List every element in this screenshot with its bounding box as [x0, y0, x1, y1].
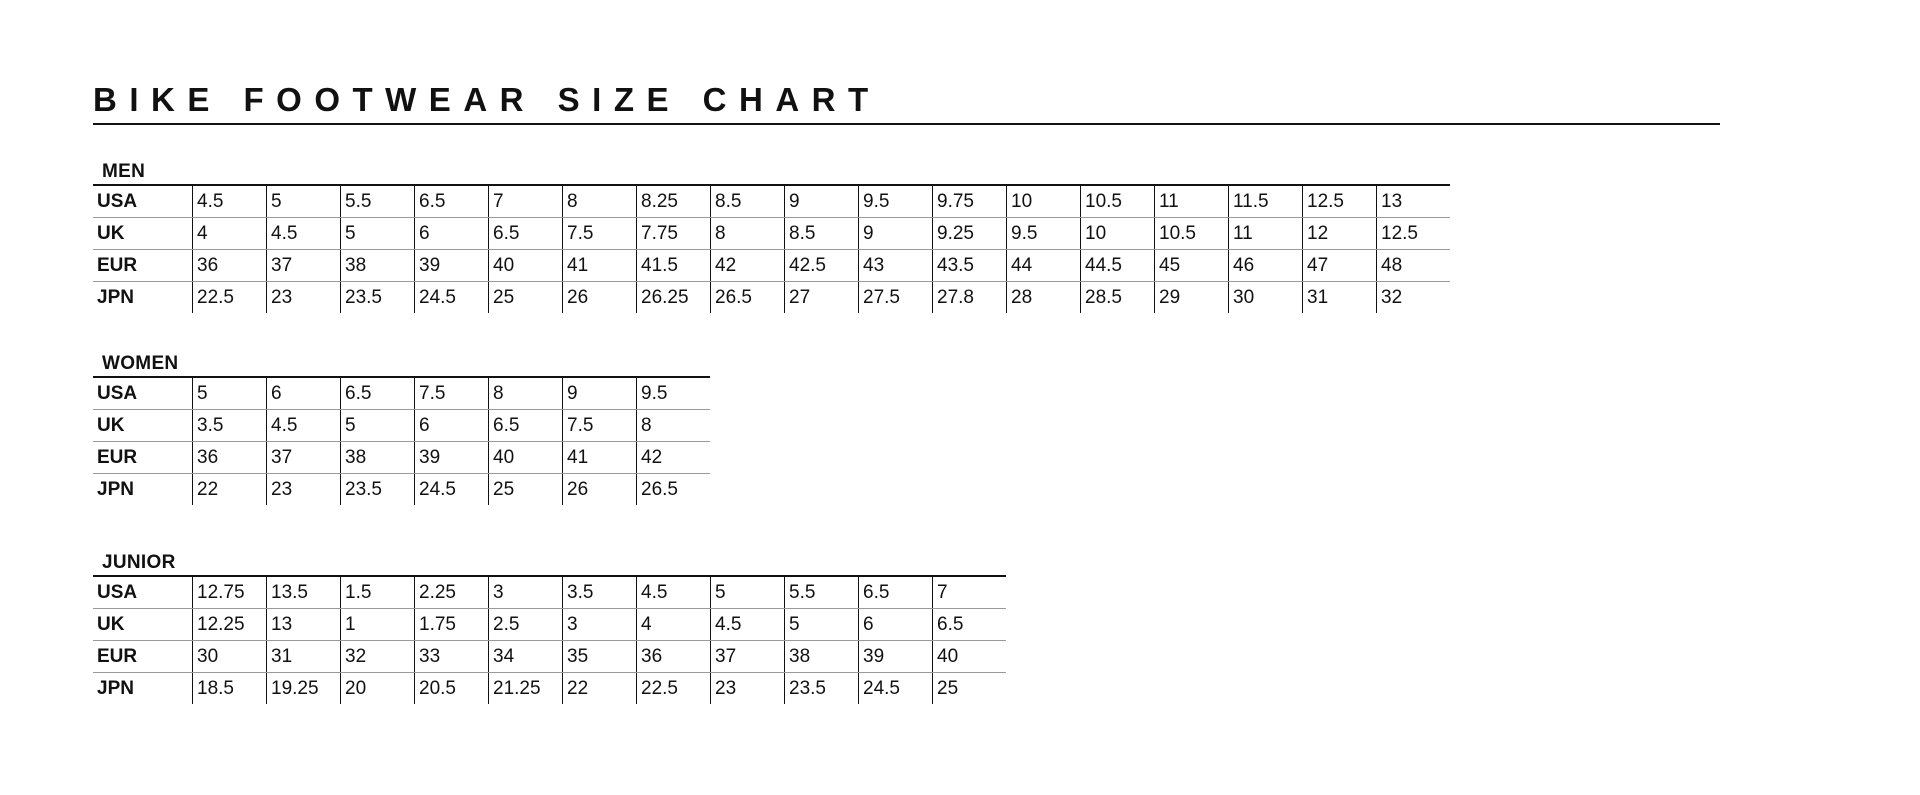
size-cell: 7	[933, 576, 1007, 609]
size-cell: 24.5	[415, 474, 489, 506]
size-cell: 11	[1155, 185, 1229, 218]
size-cell: 4.5	[637, 576, 711, 609]
size-cell: 39	[415, 250, 489, 282]
size-cell: 11.5	[1229, 185, 1303, 218]
size-cell: 44.5	[1081, 250, 1155, 282]
size-cell: 28	[1007, 282, 1081, 314]
size-cell: 6.5	[489, 218, 563, 250]
junior-size-table	[93, 575, 1006, 704]
size-cell: 4.5	[193, 185, 267, 218]
size-cell: 8.5	[711, 185, 785, 218]
row-label-usa: USA	[93, 185, 193, 218]
size-cell: 6	[267, 377, 341, 410]
table-row	[93, 576, 1006, 609]
size-cell: 22.5	[637, 673, 711, 705]
table-row	[93, 410, 710, 442]
size-cell: 26.5	[711, 282, 785, 314]
size-cell: 6.5	[415, 185, 489, 218]
row-label-uk: UK	[93, 410, 193, 442]
row-label-usa: USA	[93, 377, 193, 410]
size-cell: 27.8	[933, 282, 1007, 314]
size-cell: 9	[859, 218, 933, 250]
size-cell: 30	[1229, 282, 1303, 314]
size-cell: 37	[267, 250, 341, 282]
size-cell: 24.5	[859, 673, 933, 705]
size-cell: 5.5	[785, 576, 859, 609]
table-row	[93, 250, 1450, 282]
size-cell: 19.25	[267, 673, 341, 705]
size-cell: 26.5	[637, 474, 711, 506]
size-cell: 9.75	[933, 185, 1007, 218]
size-cell: 4.5	[267, 410, 341, 442]
size-cell: 9.5	[637, 377, 711, 410]
size-cell: 20	[341, 673, 415, 705]
size-cell: 36	[193, 250, 267, 282]
women-size-section	[93, 352, 710, 505]
size-cell: 25	[489, 282, 563, 314]
size-cell: 8.25	[637, 185, 711, 218]
size-cell: 35	[563, 641, 637, 673]
table-row	[93, 641, 1006, 673]
size-cell: 10	[1081, 218, 1155, 250]
size-cell: 40	[933, 641, 1007, 673]
junior-size-section	[93, 551, 1006, 704]
size-cell: 26	[563, 282, 637, 314]
size-cell: 6	[415, 218, 489, 250]
size-cell: 25	[933, 673, 1007, 705]
size-cell: 34	[489, 641, 563, 673]
size-cell: 5	[711, 576, 785, 609]
size-cell: 12.75	[193, 576, 267, 609]
size-cell: 12.5	[1377, 218, 1451, 250]
size-cell: 10.5	[1155, 218, 1229, 250]
size-cell: 4	[637, 609, 711, 641]
table-row	[93, 442, 710, 474]
table-row	[93, 282, 1450, 314]
size-cell: 20.5	[415, 673, 489, 705]
size-cell: 3	[489, 576, 563, 609]
size-cell: 7.75	[637, 218, 711, 250]
size-cell: 23	[711, 673, 785, 705]
size-cell: 7.5	[563, 410, 637, 442]
size-cell: 47	[1303, 250, 1377, 282]
row-label-eur: EUR	[93, 641, 193, 673]
size-cell: 36	[637, 641, 711, 673]
size-cell: 45	[1155, 250, 1229, 282]
size-cell: 23	[267, 282, 341, 314]
size-cell: 5	[341, 218, 415, 250]
size-cell: 24.5	[415, 282, 489, 314]
size-cell: 9	[785, 185, 859, 218]
table-row	[93, 474, 710, 506]
size-cell: 9.25	[933, 218, 1007, 250]
size-cell: 23	[267, 474, 341, 506]
size-cell: 32	[341, 641, 415, 673]
size-cell: 26.25	[637, 282, 711, 314]
size-cell: 33	[415, 641, 489, 673]
size-cell: 5.5	[341, 185, 415, 218]
size-cell: 23.5	[785, 673, 859, 705]
size-cell: 37	[711, 641, 785, 673]
size-cell: 38	[341, 442, 415, 474]
size-cell: 31	[267, 641, 341, 673]
size-cell: 37	[267, 442, 341, 474]
size-cell: 5	[341, 410, 415, 442]
size-cell: 26	[563, 474, 637, 506]
size-cell: 13	[267, 609, 341, 641]
row-label-jpn: JPN	[97, 286, 134, 308]
size-cell: 22.5	[193, 282, 267, 314]
size-cell: 3.5	[193, 410, 267, 442]
size-cell: 7	[489, 185, 563, 218]
size-cell: 1.75	[415, 609, 489, 641]
women-size-table	[93, 376, 710, 505]
size-cell: 7.5	[415, 377, 489, 410]
size-cell: 9.5	[859, 185, 933, 218]
row-label-usa: USA	[93, 576, 193, 609]
size-cell: 6.5	[859, 576, 933, 609]
row-label-jpn: JPN	[97, 677, 134, 699]
size-cell: 30	[193, 641, 267, 673]
size-cell: 6	[415, 410, 489, 442]
row-label-eur: EUR	[93, 442, 193, 474]
size-cell: 27.5	[859, 282, 933, 314]
size-cell: 44	[1007, 250, 1081, 282]
size-cell: 38	[341, 250, 415, 282]
row-label-eur: EUR	[93, 250, 193, 282]
table-row	[93, 218, 1450, 250]
size-cell: 48	[1377, 250, 1451, 282]
size-cell: 6.5	[341, 377, 415, 410]
size-cell: 27	[785, 282, 859, 314]
size-cell: 32	[1377, 282, 1451, 314]
size-cell: 2.25	[415, 576, 489, 609]
size-cell: 9	[563, 377, 637, 410]
size-cell: 23.5	[341, 474, 415, 506]
size-cell: 22	[193, 474, 267, 506]
size-cell: 8.5	[785, 218, 859, 250]
size-cell: 3.5	[563, 576, 637, 609]
row-label-jpn: JPN	[97, 478, 134, 500]
size-cell: 8	[489, 377, 563, 410]
size-cell: 39	[859, 641, 933, 673]
size-cell: 6.5	[933, 609, 1007, 641]
row-label-uk: UK	[93, 218, 193, 250]
row-label-uk: UK	[93, 609, 193, 641]
size-cell: 7.5	[563, 218, 637, 250]
size-cell: 41	[563, 442, 637, 474]
size-cell: 23.5	[341, 282, 415, 314]
table-row	[93, 609, 1006, 641]
size-cell: 41	[563, 250, 637, 282]
table-row	[93, 377, 710, 410]
size-cell: 42	[637, 442, 711, 474]
size-cell: 9.5	[1007, 218, 1081, 250]
size-cell: 6.5	[489, 410, 563, 442]
page-title: BIKE FOOTWEAR SIZE CHART	[93, 81, 881, 118]
size-cell: 22	[563, 673, 637, 705]
size-cell: 2.5	[489, 609, 563, 641]
size-cell: 8	[637, 410, 711, 442]
size-cell: 5	[785, 609, 859, 641]
men-size-table	[93, 184, 1450, 313]
section-label-men: MEN	[102, 161, 146, 182]
section-label-junior: JUNIOR	[102, 552, 176, 573]
size-cell: 13	[1377, 185, 1451, 218]
size-cell: 1	[341, 609, 415, 641]
size-cell: 42	[711, 250, 785, 282]
size-cell: 13.5	[267, 576, 341, 609]
size-cell: 12.25	[193, 609, 267, 641]
size-cell: 29	[1155, 282, 1229, 314]
men-size-section	[93, 160, 1450, 313]
size-cell: 42.5	[785, 250, 859, 282]
size-cell: 4	[193, 218, 267, 250]
table-row	[93, 185, 1450, 218]
size-cell: 28.5	[1081, 282, 1155, 314]
size-cell: 10.5	[1081, 185, 1155, 218]
size-cell: 39	[415, 442, 489, 474]
size-cell: 6	[859, 609, 933, 641]
size-cell: 5	[267, 185, 341, 218]
size-cell: 41.5	[637, 250, 711, 282]
size-cell: 8	[563, 185, 637, 218]
size-cell: 11	[1229, 218, 1303, 250]
size-cell: 21.25	[489, 673, 563, 705]
table-row	[93, 673, 1006, 705]
size-cell: 25	[489, 474, 563, 506]
size-cell: 4.5	[711, 609, 785, 641]
size-cell: 1.5	[341, 576, 415, 609]
size-cell: 4.5	[267, 218, 341, 250]
size-cell: 5	[193, 377, 267, 410]
size-cell: 43	[859, 250, 933, 282]
title-divider	[93, 123, 1720, 125]
size-cell: 36	[193, 442, 267, 474]
size-cell: 43.5	[933, 250, 1007, 282]
size-cell: 10	[1007, 185, 1081, 218]
size-cell: 8	[711, 218, 785, 250]
size-cell: 31	[1303, 282, 1377, 314]
section-label-women: WOMEN	[102, 353, 179, 374]
size-cell: 12	[1303, 218, 1377, 250]
size-cell: 40	[489, 442, 563, 474]
size-cell: 12.5	[1303, 185, 1377, 218]
size-cell: 18.5	[193, 673, 267, 705]
size-cell: 3	[563, 609, 637, 641]
size-cell: 46	[1229, 250, 1303, 282]
size-cell: 38	[785, 641, 859, 673]
size-cell: 40	[489, 250, 563, 282]
